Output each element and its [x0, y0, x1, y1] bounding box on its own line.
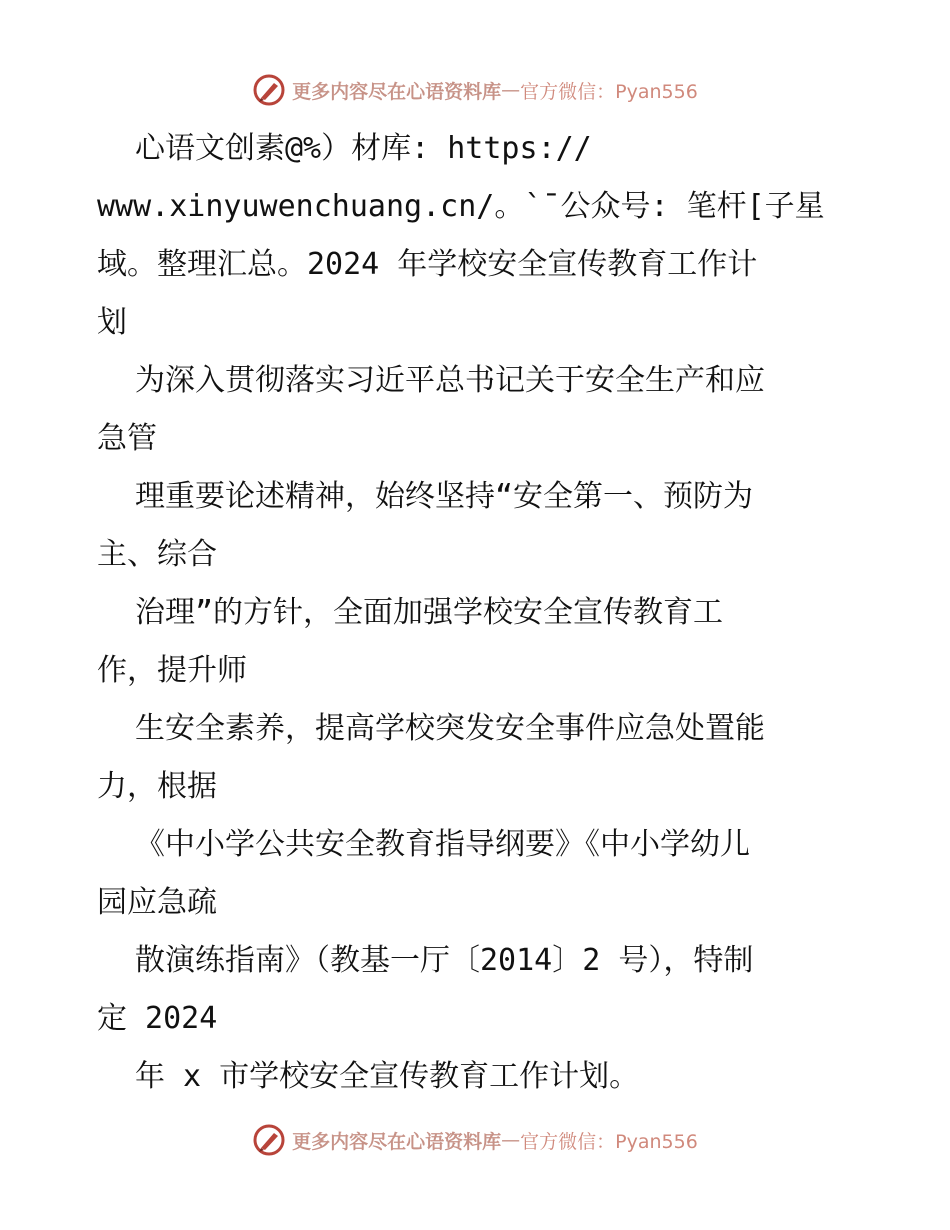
text-line: 治理”的方针，全面加强学校安全宣传教育工 [135, 595, 724, 630]
text-line: 域。整理汇总。2024 年学校安全宣传教育工作计 [97, 247, 758, 282]
pen-logo-icon [252, 73, 286, 107]
text-line: 心语文创素@%）材库: https:// [135, 131, 592, 166]
text-line: www.xinyuwenchuang.cn/。`¯公众号: 笔杆[子星 [97, 189, 825, 224]
text-line: 定 2024 [97, 1001, 218, 1036]
document-body [97, 120, 857, 1106]
text-line: 急管 [97, 421, 157, 456]
banner-separator: — [501, 79, 521, 101]
text-line: 《中小学公共安全教育指导纲要》《中小学幼儿 [135, 827, 750, 862]
text-line: 主、综合 [97, 537, 217, 572]
footer-banner [0, 1120, 950, 1160]
text-line: 散演练指南》（教基一厅〔2014〕2 号），特制 [135, 943, 754, 978]
text-line: 园应急疏 [97, 885, 217, 920]
text-line: 力，根据 [97, 769, 217, 804]
text-line: 生安全素养，提高学校突发安全事件应急处置能 [135, 711, 765, 746]
text-line: 为深入贯彻落实习近平总书记关于安全生产和应 [135, 363, 765, 398]
header-banner [0, 70, 950, 110]
text-line: 作，提升师 [97, 653, 247, 688]
pen-logo-icon [252, 1123, 286, 1157]
banner-main-text: 更多内容尽在心语资料库 [292, 80, 502, 103]
text-line: 年 x 市学校安全宣传教育工作计划。 [135, 1059, 640, 1094]
banner-main-text: 更多内容尽在心语资料库 [292, 1130, 502, 1153]
banner-account-text: 官方微信：Pyan556 [520, 1130, 698, 1153]
text-line: 理重要论述精神，始终坚持“安全第一、预防为 [135, 479, 754, 514]
text-line: 划 [97, 305, 127, 340]
banner-account-text: 官方微信：Pyan556 [520, 80, 698, 103]
banner-separator: — [501, 1129, 521, 1151]
